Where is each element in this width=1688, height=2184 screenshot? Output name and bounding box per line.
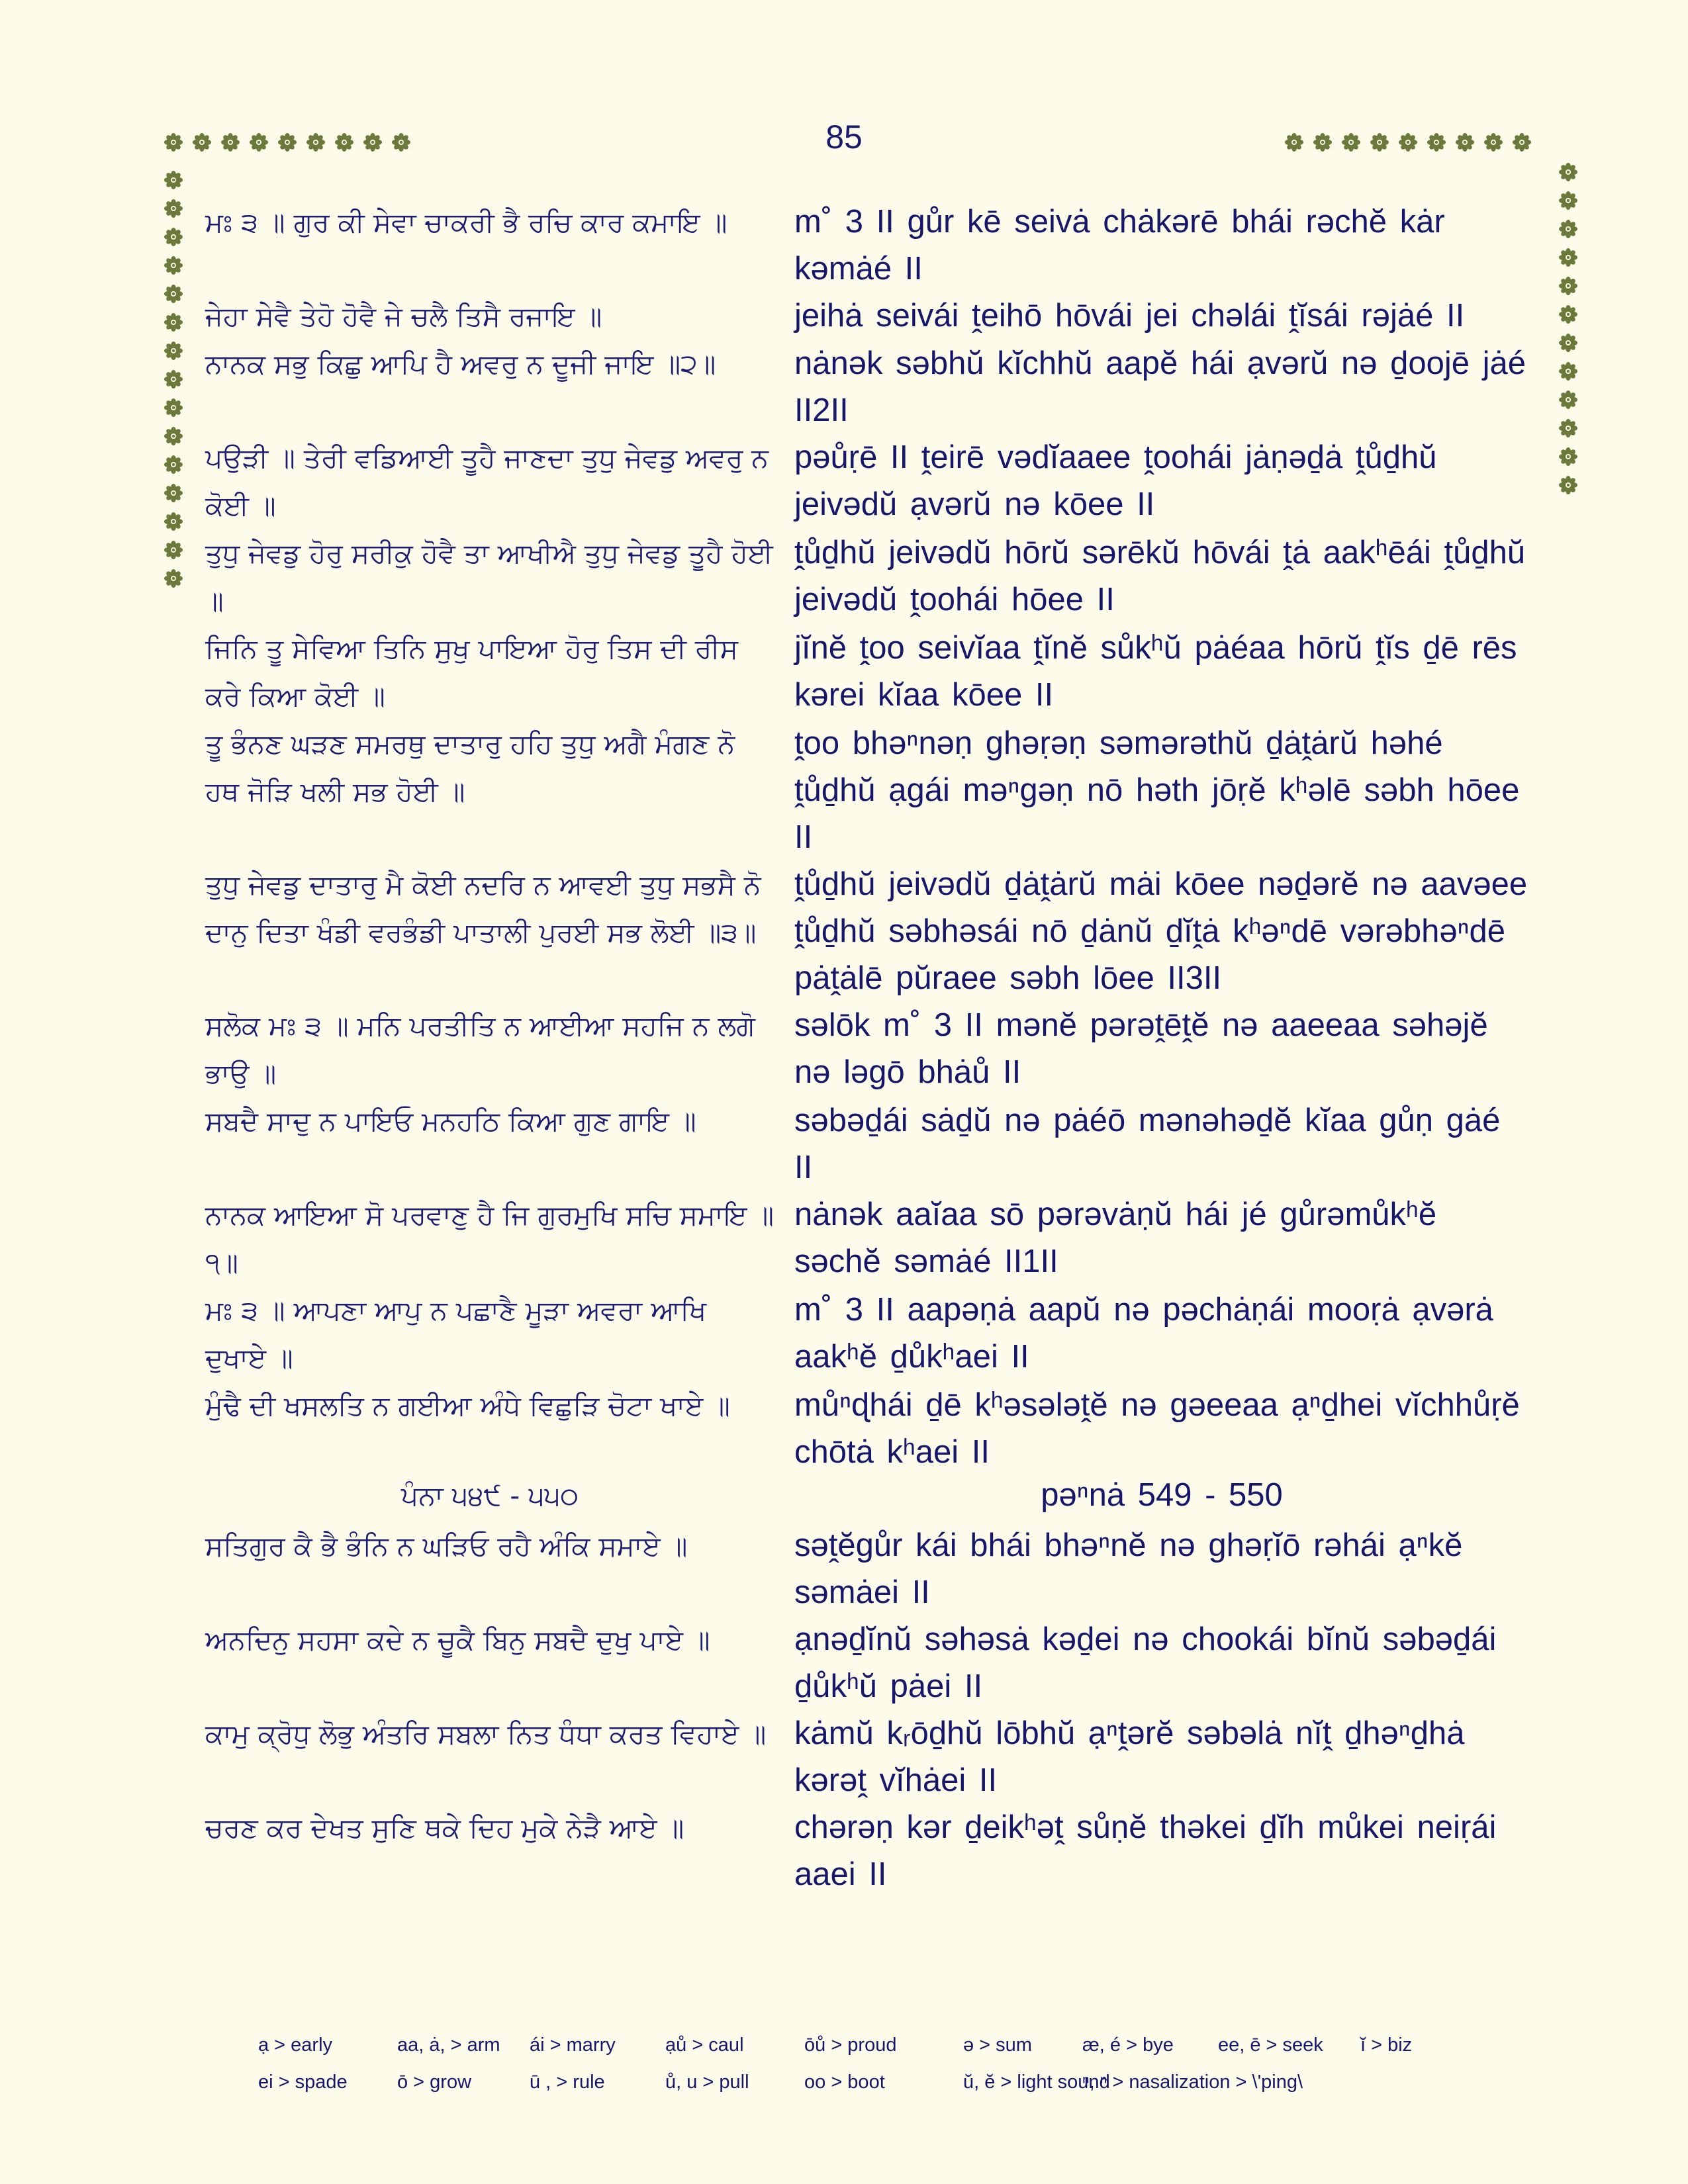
transliteration: səlōk m˚ 3 II mənĕ pərəṱēṱĕ nə aaeeaa səhəjĕ nə ləgō bhȧů II	[794, 1007, 1488, 1090]
transliteration: m˚ 3 II aapəṇȧ aapŭ nə pəchȧṇái mooṛȧ ạvərȧ aakʰĕ ḏůkʰaei II	[794, 1292, 1493, 1375]
gurmukhi-verse: ਸਲੋਕ ਮਃ ੩ ॥ ਮਨਿ ਪਰਤੀਤਿ ਨ ਆਈਆ ਸਹਜਿ ਨ ਲਗੋ ਭਾਉ ॥	[205, 1010, 755, 1089]
ornament-right-column	[1558, 162, 1578, 495]
flower-icon	[1558, 418, 1578, 438]
flower-icon	[164, 483, 183, 503]
verse-row	[205, 625, 1529, 720]
flower-icon	[164, 455, 183, 475]
ornament-left-column	[164, 170, 183, 588]
gurmukhi-verse: ਪਉੜੀ ॥ ਤੇਰੀ ਵਡਿਆਈ ਤੂਹੈ ਜਾਣਦਾ ਤੁਧੁ ਜੇਵਡੁ ਅਵਰੁ ਨ ਕੋਈ ॥	[205, 442, 769, 522]
flower-icon	[164, 170, 183, 190]
flower-icon	[1558, 219, 1578, 239]
gurmukhi-verse: ਜਿਨਿ ਤੂ ਸੇਵਿਆ ਤਿਨਿ ਸੁਖੁ ਪਾਇਆ ਹੋਰੁ ਤਿਸ ਦੀ ਰੀਸ ਕਰੇ ਕਿਆ ਕੋਈ ॥	[205, 633, 738, 712]
ornament-top-right	[1284, 132, 1532, 152]
gurmukhi-verse: ਚਰਣ ਕਰ ਦੇਖਤ ਸੁਣਿ ਥਕੇ ਦਿਹ ਮੁਕੇ ਨੇੜੈ ਆਏ ॥	[205, 1812, 684, 1844]
verse-row	[205, 1287, 1529, 1382]
page-reference-row	[205, 1472, 1529, 1520]
legend-item: ee, ē > seek	[1218, 2034, 1323, 2056]
flower-icon	[1558, 475, 1578, 495]
flower-icon	[164, 199, 183, 218]
flower-icon	[1558, 390, 1578, 410]
gurmukhi-verse: ਕਾਮੁ ਕ੍ਰੋਧੁ ਲੋਭੁ ਅੰਤਰਿ ਸਬਲਾ ਨਿਤ ਧੰਧਾ ਕਰਤ ਵਿਹਾਏ ॥	[205, 1718, 767, 1750]
transliteration: ṱoo bhəⁿnəṇ ghəṛəṇ səmərəthŭ ḏȧṱȧrŭ həhé ṱůḏhŭ ạgái məⁿgəṇ nō həth jōṛĕ kʰəlē səbh hōee II	[794, 725, 1520, 855]
flower-icon	[164, 569, 183, 588]
transliteration: jĭnĕ ṱoo seivĭaa ṱĭnĕ sůkʰŭ pȧéaa hōrŭ ṱĭs ḏē rēs kərei kĭaa kōee II	[794, 630, 1517, 713]
flower-icon	[306, 132, 326, 152]
legend-row	[258, 2064, 1516, 2101]
flower-icon	[1558, 333, 1578, 353]
flower-icon	[164, 398, 183, 418]
flower-icon	[164, 312, 183, 332]
gurmukhi-verse: ਸਤਿਗੁਰ ਕੈ ਭੈ ਭੰਨਿ ਨ ਘੜਿਓ ਰਹੈ ਅੰਕਿ ਸਮਾਏ ॥	[205, 1530, 688, 1562]
verse-row	[205, 1804, 1529, 1898]
verse-row	[205, 199, 1529, 293]
page-reference-gurmukhi: ਪੰਨਾ ੫੪੯ - ੫੫੦	[400, 1480, 579, 1512]
transliteration: səṱĕgůr kái bhái bhəⁿnĕ nə ghəṛĭō rəhái ạⁿkĕ səmȧei II	[794, 1527, 1463, 1610]
legend-item: ū , > rule	[530, 2071, 605, 2093]
gurmukhi-verse: ਤੁਧੁ ਜੇਵਡੁ ਹੋਰੁ ਸਰੀਕੁ ਹੋਵੈ ਤਾ ਆਖੀਐ ਤੁਧੁ ਜੇਵਡੁ ਤੂਹੈ ਹੋਈ ॥	[205, 537, 773, 617]
legend-item: ạů > caul	[665, 2034, 744, 2056]
flower-icon	[1558, 447, 1578, 467]
transliteration: ṱůḏhŭ jeivədŭ ḏȧṱȧrŭ mȧi kōee nəḏərĕ nə aavəee ṱůḏhŭ səbhəsái nō ḏȧnŭ ḏĭṱȧ kʰəⁿdē vərəbhəⁿdē pȧṱȧlē pŭraee səbh lōee II3II	[794, 866, 1528, 996]
transliteration: nȧnək səbhŭ kĭchhŭ aapĕ hái ạvərŭ nə ḏoojē jȧé II2II	[794, 345, 1526, 428]
flower-icon	[164, 132, 183, 152]
flower-icon	[277, 132, 297, 152]
transliteration: ṱůḏhŭ jeivədŭ hōrŭ sərēkŭ hōvái ṱȧ aakʰēái ṱůḏhŭ jeivədŭ ṱoohái hōee II	[794, 535, 1526, 617]
page-number: 85	[825, 118, 863, 156]
transliteration: chərəṇ kər ḏeikʰəṱ sůṇĕ thəkei ḏĭh můkei neiṛái aaei II	[794, 1809, 1497, 1892]
flower-icon	[192, 132, 212, 152]
verse-row	[205, 340, 1529, 434]
verse-row	[205, 529, 1529, 625]
flower-icon	[1558, 162, 1578, 182]
verse-row	[205, 720, 1529, 861]
transliteration: jeihȧ seivái ṱeihō hōvái jei chəlái ṱĭsái rəjȧé II	[794, 298, 1465, 334]
legend-item: æ, é > bye	[1082, 2034, 1174, 2056]
gurmukhi-verse: ਮਃ ੩ ॥ ਗੁਰ ਕੀ ਸੇਵਾ ਚਾਕਰੀ ਭੈ ਰਚਿ ਕਾਰ ਕਮਾਇ ॥	[205, 206, 727, 238]
legend-item: ĭ > biz	[1360, 2034, 1413, 2056]
gurmukhi-verse: ਸਬਦੈ ਸਾਦੁ ਨ ਪਾਇਓ ਮਨਹਠਿ ਕਿਆ ਗੁਣ ਗਾਇ ॥	[205, 1105, 696, 1137]
transliteration: nȧnək aaĭaa sō pərəvȧṇŭ hái jé gůrəmůkʰĕ səchĕ səmȧé II1II	[794, 1197, 1437, 1279]
flower-icon	[164, 369, 183, 389]
legend-item: ə > sum	[963, 2034, 1032, 2056]
legend-item: ōů > proud	[804, 2034, 897, 2056]
verse-row	[205, 1710, 1529, 1804]
legend-item: aa, ȧ, > arm	[397, 2034, 500, 2056]
gurmukhi-verse: ਮੁੰਢੈ ਦੀ ਖਸਲਤਿ ਨ ਗਈਆ ਅੰਧੇ ਵਿਛੁੜਿ ਚੋਟਾ ਖਾਏ ॥	[205, 1390, 730, 1422]
legend-item: ŭ, ĕ > light sound	[963, 2071, 1110, 2093]
verse-row	[205, 1382, 1529, 1476]
ornament-top-left	[164, 132, 411, 152]
flower-icon	[1483, 132, 1503, 152]
flower-icon	[1558, 191, 1578, 210]
transliteration: səbəḏái sȧḏŭ nə pȧéō mənəhəḏĕ kĭaa gůṇ gȧé II	[794, 1103, 1501, 1185]
verse-row	[205, 1191, 1529, 1287]
flower-icon	[1558, 248, 1578, 267]
verse-row	[205, 1002, 1529, 1097]
transliteration: můⁿɖhái ḏē kʰəsələṱĕ nə gəeeaa ạⁿḏhei vĭchhůṛĕ chōtȧ kʰaei II	[794, 1387, 1520, 1470]
flower-icon	[1427, 132, 1446, 152]
verse-row	[205, 293, 1529, 340]
flower-icon	[164, 540, 183, 560]
flower-icon	[1558, 276, 1578, 296]
page-reference-translit: pəⁿnȧ 549 - 550	[1041, 1477, 1283, 1513]
flower-icon	[164, 255, 183, 275]
gurmukhi-verse: ਅਨਦਿਨੁ ਸਹਸਾ ਕਦੇ ਨ ਚੂਕੈ ਬਿਨੁ ਸਬਦੈ ਦੁਖੁ ਪਾਏ ॥	[205, 1624, 710, 1656]
legend-item: ⁿ, ⁿ > nasalization > \'ping\	[1082, 2071, 1303, 2093]
gurmukhi-verse: ਤੂ ਭੰਨਣ ਘੜਣ ਸਮਰਥੁ ਦਾਤਾਰੁ ਹਹਿ ਤੁਧੁ ਅਗੈ ਮੰਗਣ ਨੋ ਹਥ ਜੋੜਿ ਖਲੀ ਸਭ ਹੋਈ ॥	[205, 728, 735, 807]
flower-icon	[334, 132, 354, 152]
legend-item: ů, u > pull	[665, 2071, 749, 2093]
legend-item: ō > grow	[397, 2071, 472, 2093]
transliteration: ạnəḏĭnŭ səhəsȧ kəḏei nə chookái bĭnŭ səbəḏái ḏůkʰŭ pȧei II	[794, 1621, 1497, 1704]
gurmukhi-verse: ਨਾਨਕ ਸਭੁ ਕਿਛੁ ਆਪਿ ਹੈ ਅਵਰੁ ਨ ਦੂਜੀ ਜਾਇ ॥੨॥	[205, 348, 716, 380]
flower-icon	[1341, 132, 1361, 152]
gurmukhi-verse: ਤੁਧੁ ਜੇਵਡੁ ਦਾਤਾਰੁ ਮੈ ਕੋਈ ਨਦਰਿ ਨ ਆਵਈ ਤੁਧੁ ਸਭਸੈ ਨੋ ਦਾਨੁ ਦਿਤਾ ਖੰਡੀ ਵਰਭੰਡੀ ਪਾਤਾਲੀ ਪੁਰਈ ਸਭ ਲੋਈ ॥੩॥	[205, 869, 761, 948]
flower-icon	[1512, 132, 1532, 152]
pronunciation-legend	[258, 2026, 1516, 2101]
flower-icon	[1370, 132, 1389, 152]
verse-row	[205, 1097, 1529, 1191]
flower-icon	[164, 426, 183, 446]
flower-icon	[220, 132, 240, 152]
transliteration: pəůṛē II ṱeirē vədĭaaee ṱoohái jȧṇəḏȧ ṱůḏhŭ jeivədŭ ạvərŭ nə kōee II	[794, 439, 1437, 522]
transliteration: m˚ 3 II gůr kē seivȧ chȧkərē bhái rəchĕ kȧr kəmȧé II	[794, 204, 1445, 287]
legend-item: ạ > early	[258, 2034, 333, 2056]
flower-icon	[363, 132, 383, 152]
verse-row	[205, 434, 1529, 529]
gurmukhi-verse: ਜੇਹਾ ਸੇਵੈ ਤੇਹੋ ਹੋਵੈ ਜੇ ਚਲੈ ਤਿਸੈ ਰਜਾਇ ॥	[205, 300, 602, 332]
flower-icon	[1455, 132, 1475, 152]
flower-icon	[249, 132, 269, 152]
legend-item: ái > marry	[530, 2034, 616, 2056]
legend-row	[258, 2026, 1516, 2064]
verse-row	[205, 861, 1529, 1002]
flower-icon	[164, 512, 183, 531]
flower-icon	[1558, 304, 1578, 324]
flower-icon	[1284, 132, 1304, 152]
flower-icon	[164, 227, 183, 247]
flower-icon	[164, 341, 183, 361]
flower-icon	[164, 284, 183, 304]
flower-icon	[1558, 361, 1578, 381]
verse-row	[205, 1522, 1529, 1616]
flower-icon	[1398, 132, 1418, 152]
gurmukhi-verse: ਮਃ ੩ ॥ ਆਪਣਾ ਆਪੁ ਨ ਪਛਾਣੈ ਮੂੜਾ ਅਵਰਾ ਆਖਿ ਦੁਖਾਏ ॥	[205, 1295, 707, 1374]
verse-row	[205, 1616, 1529, 1710]
flower-icon	[391, 132, 411, 152]
legend-item: ei > spade	[258, 2071, 348, 2093]
gurmukhi-verse: ਨਾਨਕ ਆਇਆ ਸੋ ਪਰਵਾਣੁ ਹੈ ਜਿ ਗੁਰਮੁਖਿ ਸਚਿ ਸਮਾਇ ॥੧॥	[205, 1199, 774, 1279]
transliteration: kȧmŭ kᵣōḏhŭ lōbhŭ ạⁿṱərĕ səbəlȧ nĭṱ ḏhəⁿḏhȧ kərəṱ vĭhȧei II	[794, 1715, 1465, 1798]
flower-icon	[1313, 132, 1333, 152]
legend-item: oo > boot	[804, 2071, 885, 2093]
scripture-text-table	[205, 199, 1529, 1898]
